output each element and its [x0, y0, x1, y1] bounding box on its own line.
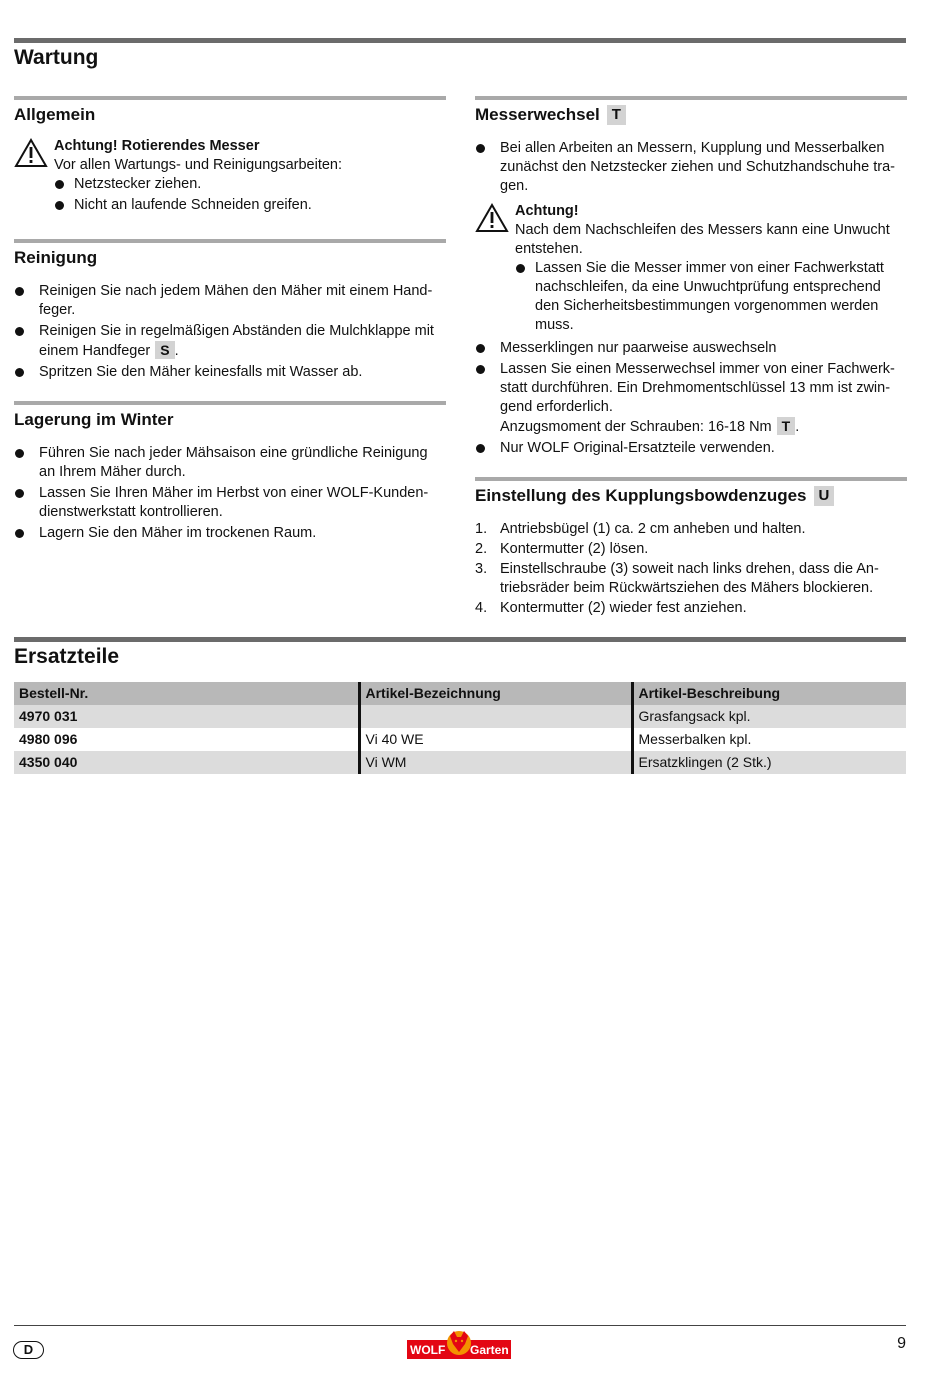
- torque-line: [500, 417, 907, 437]
- list-item: Reinigen Sie nach jedem Mähen den Mäher mit einem Hand-feger.: [14, 282, 446, 320]
- einstellung-title: [475, 485, 907, 507]
- list-item: [475, 360, 907, 437]
- list-item: Lassen Sie die Messer immer von einer Fachwerkstatt nachschleifen, da eine Unwuchtprüfung entsprechend den Sicherheitsbestimmungen vorgenommen werden muss.: [515, 259, 907, 335]
- messerwechsel-list-b: [475, 339, 907, 458]
- table-cell-description: Grasfangsack kpl.: [632, 705, 906, 728]
- warning-icon: [475, 203, 509, 233]
- list-item: Nicht an laufende Schneiden greifen.: [54, 196, 446, 215]
- wartung-title: Wartung: [14, 46, 99, 69]
- messerwechsel-warning: [475, 202, 907, 335]
- einstellung-title-text: Einstellung des Kupplungsbowdenzuges: [475, 486, 807, 505]
- list-item: [14, 322, 446, 361]
- reinigung-title-text: Reinigung: [14, 248, 98, 267]
- messerwechsel-title-text: Messerwechsel: [475, 105, 600, 124]
- step-number: 3.: [475, 561, 488, 577]
- messerwechsel-warning-text: Nach dem Nachschleifen des Messers kann eine Unwucht entstehen.: [515, 222, 890, 257]
- messerwechsel-list-a: [475, 139, 907, 196]
- figure-ref-badge: U: [814, 486, 835, 506]
- step-item: [475, 540, 907, 559]
- step-number: 2.: [475, 541, 488, 557]
- table-row: [14, 751, 906, 774]
- list-item: Spritzen Sie den Mäher keinesfalls mit Wasser ab.: [14, 363, 446, 382]
- list-item: Nur WOLF Original-Ersatzteile verwenden.: [475, 439, 907, 458]
- messerwechsel-warning-list: [515, 259, 907, 335]
- step-number: 1.: [475, 521, 488, 537]
- list-item: Messerklingen nur paarweise auswechseln: [475, 339, 907, 358]
- step-item: [475, 599, 907, 618]
- parts-table: [14, 682, 906, 774]
- table-cell-designation: Vi WM: [359, 751, 632, 774]
- allgemein-warning: [14, 137, 446, 215]
- lagerung-title-text: Lagerung im Winter: [14, 410, 174, 429]
- allgemein-warning-title: Achtung! Rotierendes Messer: [54, 138, 260, 154]
- list-item-end: .: [174, 343, 179, 359]
- wolf-garten-logo: [407, 1330, 511, 1360]
- list-item-text: Lassen Sie einen Messerwechsel immer von einer Fachwerk-statt durchführen. Ein Drehmomentschlüssel 13 mm ist zwin-gend erforderlich.: [500, 361, 895, 415]
- step-item: [475, 520, 907, 539]
- step-text: Kontermutter (2) wieder fest anziehen.: [500, 600, 747, 616]
- lagerung-rule: [14, 401, 446, 405]
- reinigung-rule: [14, 239, 446, 243]
- column-header: Bestell-Nr.: [14, 682, 359, 705]
- allgemein-rule: [14, 96, 446, 100]
- wartung-rule: [14, 38, 906, 43]
- list-item-end: .: [795, 419, 800, 435]
- messerwechsel-title: [475, 104, 907, 126]
- right-column: [475, 96, 907, 619]
- messerwechsel-rule: [475, 96, 907, 100]
- step-text: Antriebsbügel (1) ca. 2 cm anheben und halten.: [500, 521, 806, 537]
- table-cell-description: Messerbalken kpl.: [632, 728, 906, 751]
- list-item: Führen Sie nach jeder Mähsaison eine gründliche Reinigung an Ihrem Mäher durch.: [14, 444, 446, 482]
- logo-text-left: WOLF: [410, 1343, 446, 1357]
- messerwechsel-warning-title: Achtung!: [515, 203, 579, 219]
- column-header: Artikel-Bezeichnung: [359, 682, 632, 705]
- figure-ref-badge: T: [777, 417, 796, 435]
- allgemein-title-text: Allgemein: [14, 105, 96, 124]
- table-cell-designation: [359, 705, 632, 728]
- table-cell-order-number: 4980 096: [19, 731, 78, 747]
- step-text: Kontermutter (2) lösen.: [500, 541, 649, 557]
- einstellung-rule: [475, 477, 907, 481]
- table-cell-order-number: 4970 031: [14, 705, 359, 728]
- list-item: Lagern Sie den Mäher im trockenen Raum.: [14, 524, 446, 543]
- figure-ref-badge: S: [155, 341, 174, 359]
- table-row: [14, 705, 906, 728]
- allgemein-title: [14, 104, 446, 126]
- step-item: [475, 560, 907, 598]
- page-number: 9: [897, 1335, 906, 1352]
- torque-text: Anzugsmoment der Schrauben: 16-18 Nm: [500, 419, 772, 435]
- left-column: [14, 96, 446, 545]
- lagerung-list: [14, 444, 446, 543]
- table-cell-description: Ersatzklingen (2 Stk.): [632, 751, 906, 774]
- figure-ref-badge: T: [607, 105, 626, 125]
- ersatzteile-rule: [14, 637, 906, 642]
- list-item: Netzstecker ziehen.: [54, 175, 446, 194]
- list-item-text: Reinigen Sie in regelmäßigen Abständen die Mulchklappe mit einem Handfeger: [39, 323, 434, 359]
- ersatzteile-title: Ersatzteile: [14, 645, 120, 668]
- footer-rule: [14, 1325, 906, 1326]
- allgemein-warning-text: Vor allen Wartungs- und Reinigungsarbeiten:: [54, 157, 343, 173]
- reinigung-list: [14, 282, 446, 382]
- table-header-row: [14, 682, 906, 705]
- allgemein-list: [54, 175, 446, 215]
- table-cell-designation: Vi 40 WE: [359, 728, 632, 751]
- einstellung-steps: [475, 520, 907, 618]
- step-text: Einstellschraube (3) soweit nach links drehen, dass die An-triebsräder beim Rückwärtsziehen des Mähers blockieren.: [500, 561, 879, 596]
- reinigung-title: [14, 247, 446, 269]
- language-badge: D: [13, 1341, 44, 1359]
- list-item: Lassen Sie Ihren Mäher im Herbst von einer WOLF-Kunden-dienstwerkstatt kontrollieren.: [14, 484, 446, 522]
- warning-icon: [14, 138, 48, 168]
- table-cell-order-number: 4350 040: [14, 751, 359, 774]
- step-number: 4.: [475, 600, 488, 616]
- table-row: [14, 728, 906, 751]
- column-header: Artikel-Beschreibung: [632, 682, 906, 705]
- list-item: Bei allen Arbeiten an Messern, Kupplung und Messerbalken zunächst den Netzstecker ziehen und Schutzhandschuhe tra-gen.: [475, 139, 907, 196]
- lagerung-title: [14, 409, 446, 431]
- logo-text-right: Garten: [470, 1343, 509, 1357]
